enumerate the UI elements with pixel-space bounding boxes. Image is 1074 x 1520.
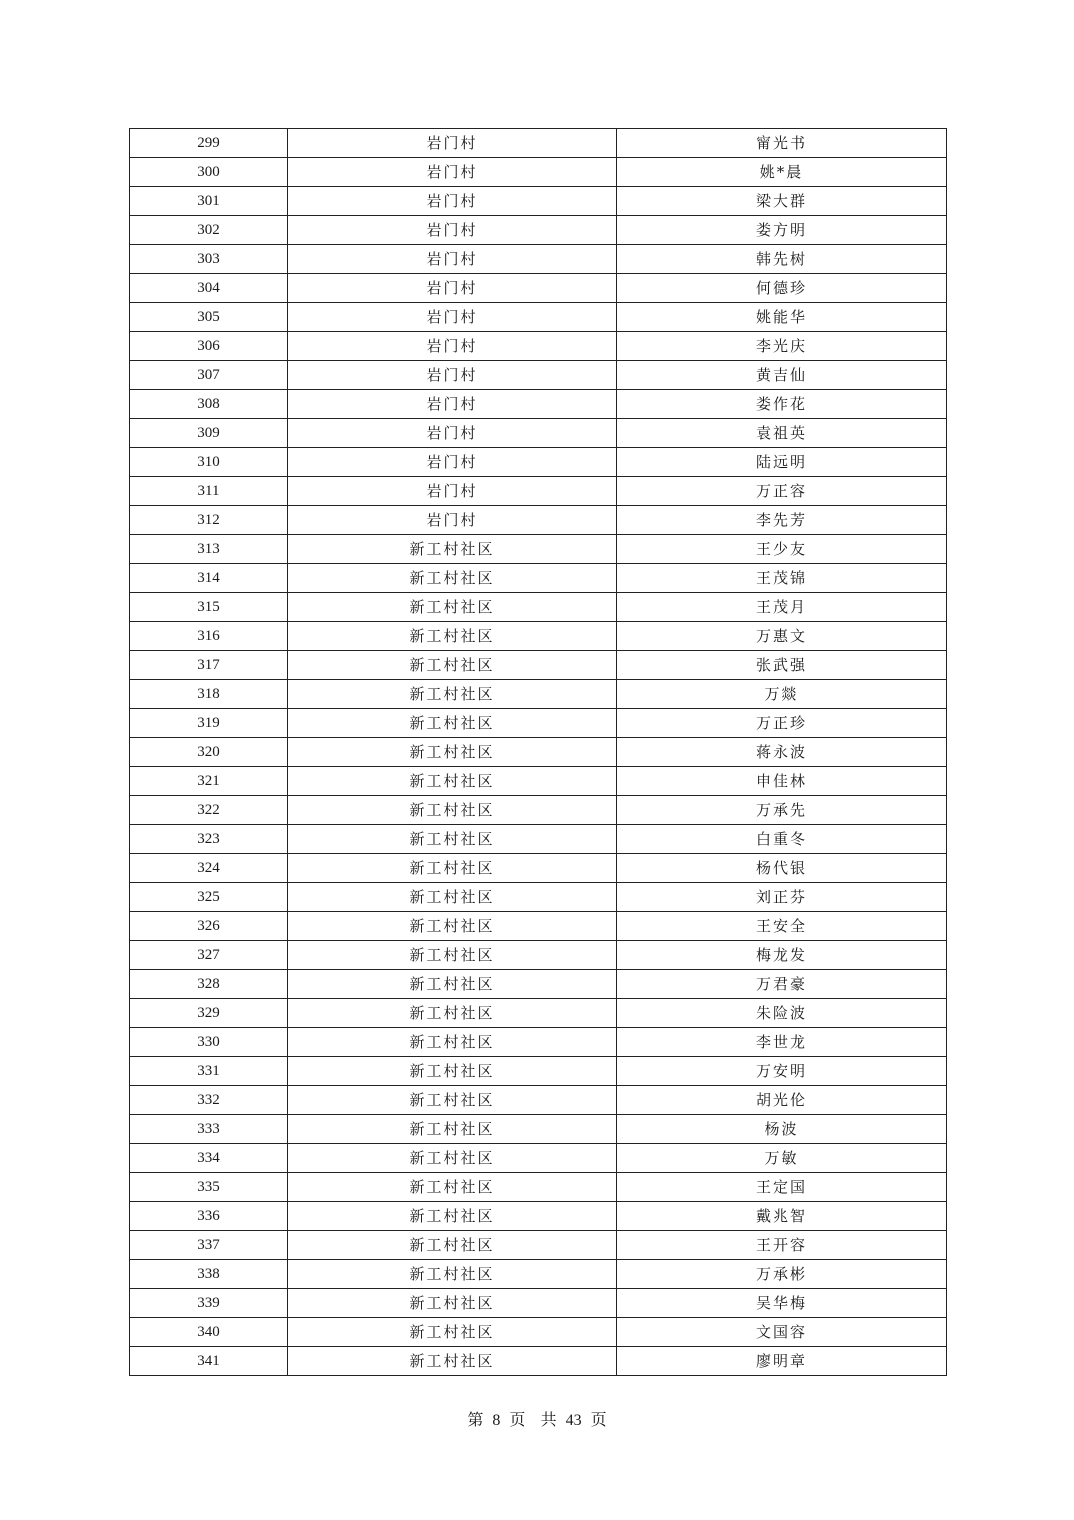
village-cell: 岩门村 [288,448,617,477]
table-row [130,419,947,448]
village-cell: 新工村社区 [288,738,617,767]
village-cell: 新工村社区 [288,1202,617,1231]
village-cell: 岩门村 [288,361,617,390]
village-cell: 岩门村 [288,216,617,245]
table-row [130,1202,947,1231]
table-row [130,506,947,535]
table-row [130,1260,947,1289]
village-cell: 岩门村 [288,187,617,216]
table-row [130,361,947,390]
village-cell: 新工村社区 [288,593,617,622]
roster-table-body [130,129,947,1376]
person-name-cell: 白重冬 [617,825,947,854]
row-number-cell: 319 [130,709,288,738]
village-cell: 新工村社区 [288,1318,617,1347]
village-cell: 岩门村 [288,506,617,535]
person-name-cell: 韩先树 [617,245,947,274]
row-number-cell: 304 [130,274,288,303]
person-name-cell: 万君豪 [617,970,947,999]
row-number-cell: 325 [130,883,288,912]
person-name-cell: 戴兆智 [617,1202,947,1231]
row-number-cell: 341 [130,1347,288,1376]
person-name-cell: 刘正芬 [617,883,947,912]
table-row [130,941,947,970]
table-row [130,1347,947,1376]
row-number-cell: 312 [130,506,288,535]
row-number-cell: 328 [130,970,288,999]
village-cell: 新工村社区 [288,1173,617,1202]
row-number-cell: 299 [130,129,288,158]
row-number-cell: 310 [130,448,288,477]
person-name-cell: 王安全 [617,912,947,941]
page-footer [0,1408,1074,1433]
table-row [130,477,947,506]
row-number-cell: 326 [130,912,288,941]
village-cell: 新工村社区 [288,1115,617,1144]
village-cell: 新工村社区 [288,1289,617,1318]
row-number-cell: 300 [130,158,288,187]
person-name-cell: 姚*晨 [617,158,947,187]
person-name-cell: 黄吉仙 [617,361,947,390]
person-name-cell: 朱险波 [617,999,947,1028]
footer-current-page: 8 [492,1412,501,1429]
row-number-cell: 317 [130,651,288,680]
row-number-cell: 337 [130,1231,288,1260]
row-number-cell: 308 [130,390,288,419]
table-row [130,854,947,883]
row-number-cell: 313 [130,535,288,564]
person-name-cell: 王茂月 [617,593,947,622]
table-row [130,1173,947,1202]
table-row [130,738,947,767]
table-row [130,622,947,651]
person-name-cell: 袁祖英 [617,419,947,448]
table-row [130,767,947,796]
footer-total-pages: 43 [565,1412,582,1429]
row-number-cell: 305 [130,303,288,332]
village-cell: 岩门村 [288,274,617,303]
row-number-cell: 322 [130,796,288,825]
table-row [130,1289,947,1318]
table-row [130,129,947,158]
table-row [130,274,947,303]
table-row [130,535,947,564]
table-row [130,187,947,216]
village-cell: 岩门村 [288,477,617,506]
table-row [130,999,947,1028]
table-row [130,1115,947,1144]
roster-table [129,128,947,1376]
person-name-cell: 蒋永波 [617,738,947,767]
row-number-cell: 336 [130,1202,288,1231]
person-name-cell: 娄方明 [617,216,947,245]
village-cell: 新工村社区 [288,622,617,651]
village-cell: 新工村社区 [288,767,617,796]
person-name-cell: 万燚 [617,680,947,709]
village-cell: 岩门村 [288,390,617,419]
row-number-cell: 307 [130,361,288,390]
person-name-cell: 王开容 [617,1231,947,1260]
village-cell: 岩门村 [288,332,617,361]
row-number-cell: 318 [130,680,288,709]
village-cell: 新工村社区 [288,1086,617,1115]
table-row [130,1318,947,1347]
row-number-cell: 311 [130,477,288,506]
village-cell: 新工村社区 [288,970,617,999]
row-number-cell: 331 [130,1057,288,1086]
table-row [130,593,947,622]
person-name-cell: 廖明章 [617,1347,947,1376]
village-cell: 新工村社区 [288,1231,617,1260]
table-row [130,332,947,361]
village-cell: 新工村社区 [288,651,617,680]
footer-prefix: 第 [467,1410,484,1429]
table-row [130,825,947,854]
row-number-cell: 321 [130,767,288,796]
row-number-cell: 314 [130,564,288,593]
row-number-cell: 320 [130,738,288,767]
row-number-cell: 303 [130,245,288,274]
table-row [130,883,947,912]
table-row [130,1086,947,1115]
table-row [130,796,947,825]
person-name-cell: 李世龙 [617,1028,947,1057]
table-row [130,680,947,709]
person-name-cell: 张武强 [617,651,947,680]
village-cell: 新工村社区 [288,535,617,564]
village-cell: 新工村社区 [288,912,617,941]
village-cell: 新工村社区 [288,680,617,709]
row-number-cell: 340 [130,1318,288,1347]
village-cell: 新工村社区 [288,1260,617,1289]
person-name-cell: 吴华梅 [617,1289,947,1318]
person-name-cell: 王茂锦 [617,564,947,593]
person-name-cell: 王定国 [617,1173,947,1202]
person-name-cell: 杨代银 [617,854,947,883]
person-name-cell: 万正容 [617,477,947,506]
village-cell: 新工村社区 [288,1028,617,1057]
person-name-cell: 何德珍 [617,274,947,303]
row-number-cell: 316 [130,622,288,651]
person-name-cell: 万承先 [617,796,947,825]
row-number-cell: 324 [130,854,288,883]
village-cell: 新工村社区 [288,854,617,883]
row-number-cell: 334 [130,1144,288,1173]
table-row [130,1231,947,1260]
person-name-cell: 王少友 [617,535,947,564]
table-row [130,912,947,941]
village-cell: 岩门村 [288,303,617,332]
person-name-cell: 万敏 [617,1144,947,1173]
footer-suffix: 页 [590,1410,607,1429]
row-number-cell: 306 [130,332,288,361]
row-number-cell: 333 [130,1115,288,1144]
village-cell: 新工村社区 [288,564,617,593]
village-cell: 新工村社区 [288,999,617,1028]
table-row [130,390,947,419]
row-number-cell: 309 [130,419,288,448]
village-cell: 岩门村 [288,419,617,448]
person-name-cell: 李光庆 [617,332,947,361]
table-row [130,709,947,738]
village-cell: 新工村社区 [288,1347,617,1376]
person-name-cell: 梁大群 [617,187,947,216]
person-name-cell: 万惠文 [617,622,947,651]
table-row [130,303,947,332]
village-cell: 岩门村 [288,129,617,158]
row-number-cell: 329 [130,999,288,1028]
row-number-cell: 332 [130,1086,288,1115]
village-cell: 新工村社区 [288,1057,617,1086]
row-number-cell: 338 [130,1260,288,1289]
village-cell: 新工村社区 [288,941,617,970]
village-cell: 岩门村 [288,245,617,274]
row-number-cell: 301 [130,187,288,216]
person-name-cell: 姚能华 [617,303,947,332]
person-name-cell: 万安明 [617,1057,947,1086]
row-number-cell: 330 [130,1028,288,1057]
person-name-cell: 陆远明 [617,448,947,477]
table-row [130,216,947,245]
row-number-cell: 323 [130,825,288,854]
person-name-cell: 文国容 [617,1318,947,1347]
village-cell: 新工村社区 [288,1144,617,1173]
table-row [130,1144,947,1173]
table-row [130,651,947,680]
village-cell: 新工村社区 [288,709,617,738]
table-row [130,1028,947,1057]
row-number-cell: 339 [130,1289,288,1318]
village-cell: 新工村社区 [288,883,617,912]
row-number-cell: 302 [130,216,288,245]
person-name-cell: 杨波 [617,1115,947,1144]
person-name-cell: 申佳林 [617,767,947,796]
table-row [130,564,947,593]
village-cell: 新工村社区 [288,796,617,825]
table-row [130,158,947,187]
table-row [130,245,947,274]
village-cell: 岩门村 [288,158,617,187]
person-name-cell: 梅龙发 [617,941,947,970]
table-row [130,448,947,477]
person-name-cell: 娄作花 [617,390,947,419]
footer-page-word: 页 [509,1410,526,1429]
row-number-cell: 335 [130,1173,288,1202]
village-cell: 新工村社区 [288,825,617,854]
row-number-cell: 315 [130,593,288,622]
person-name-cell: 万正珍 [617,709,947,738]
person-name-cell: 李先芳 [617,506,947,535]
person-name-cell: 甯光书 [617,129,947,158]
table-row [130,1057,947,1086]
table-row [130,970,947,999]
footer-total-word: 共 [540,1410,557,1429]
row-number-cell: 327 [130,941,288,970]
person-name-cell: 胡光伦 [617,1086,947,1115]
person-name-cell: 万承彬 [617,1260,947,1289]
